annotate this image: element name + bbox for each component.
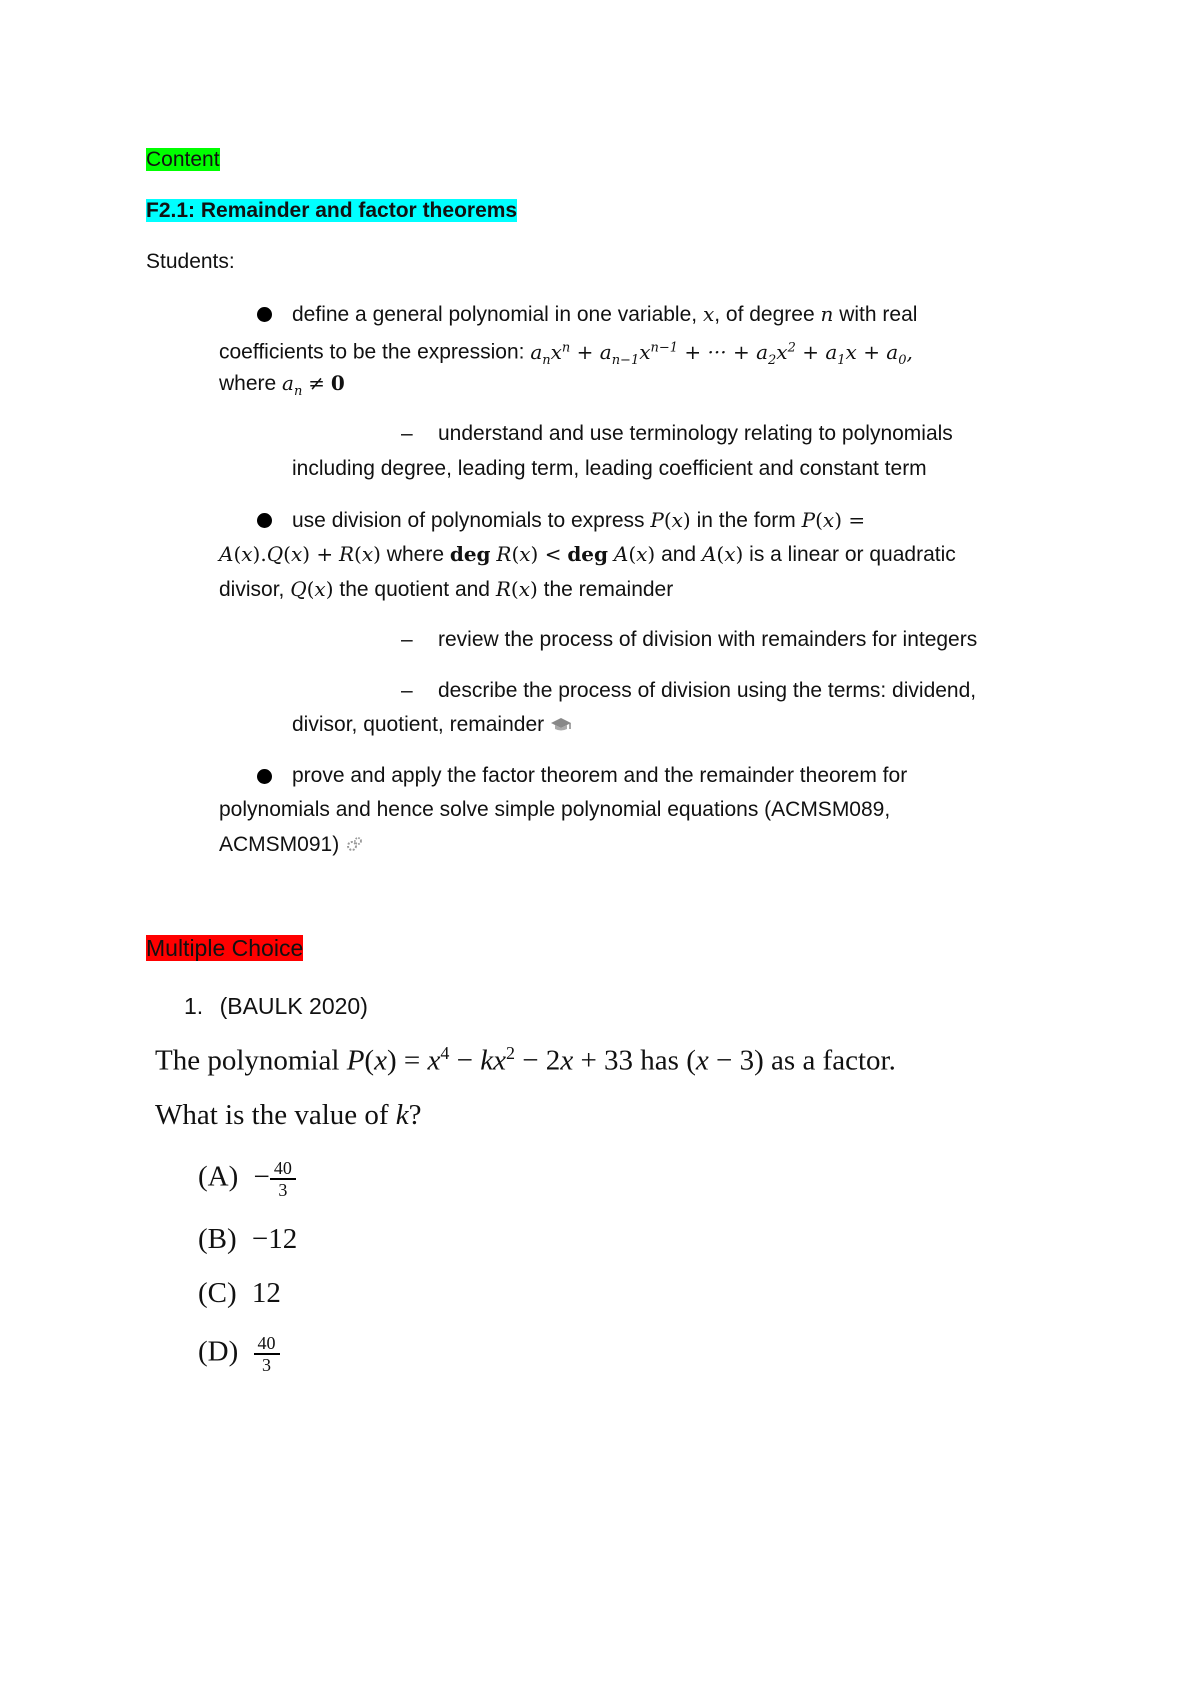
bullet-2-line-1: use division of polynomials to express P(x) in the form P(x) =	[292, 508, 866, 532]
dash-icon: –	[401, 628, 413, 651]
option-b[interactable]: (B) −12	[198, 1223, 298, 1255]
students-label: Students:	[146, 250, 235, 273]
bullet-1-line-1: define a general polynomial in one variable, x, of degree n with real	[292, 302, 918, 326]
bullet-icon	[257, 307, 272, 322]
bullet-3-line-1: prove and apply the factor theorem and the remainder theorem for	[292, 764, 908, 787]
dash-icon: –	[401, 679, 413, 702]
option-d[interactable]: (D) $\frac{40}{3}$	[198, 1333, 280, 1375]
bullet-2-sub-2-cont: divisor, quotient, remainder	[292, 708, 572, 742]
option-a[interactable]: (A) − $\frac{40}{3}$	[198, 1158, 296, 1200]
content-heading: Content	[146, 148, 220, 171]
fraction: $\frac{40}{3}$	[254, 1333, 280, 1375]
fraction: $\frac{40}{3}$	[270, 1158, 296, 1200]
bullet-1-line-2: coefficients to be the expression: $a_nx^n + a_{n-1}x^{n-1}$ + ··· + $a_2x^2 + a_1x + a_0$,	[219, 339, 913, 368]
topic-heading: F2.1: Remainder and factor theorems	[146, 199, 518, 222]
multiple-choice-heading: Multiple Choice	[146, 935, 304, 961]
bullet-2-line-2: A(x).Q(x) + R(x) where deg R(x) < deg A(x) and A(x) is a linear or quadratic	[219, 542, 956, 566]
dash-icon: –	[401, 422, 413, 445]
bullet-1-sub-cont: including degree, leading term, leading coefficient and constant term	[292, 457, 927, 480]
bullet-icon	[257, 513, 272, 528]
bullet-2-sub-2: describe the process of division using the terms: dividend,	[438, 679, 977, 702]
bullet-3-line-3: ACMSM091)	[219, 828, 363, 862]
question-number-line: 1. (BAULK 2020)	[184, 993, 368, 1019]
bullet-3-line-2: polynomials and hence solve simple polynomial equations (ACMSM089,	[219, 798, 891, 821]
bullet-1-sub: understand and use terminology relating to polynomials	[438, 422, 953, 445]
graduation-cap-icon	[550, 717, 572, 733]
bullet-2-sub-1: review the process of division with remainders for integers	[438, 628, 978, 651]
bullet-icon	[257, 769, 272, 784]
question-line-1: The polynomial $P(x) = x^4 - kx^2 - 2x + 33$ has (x − 3) as a factor.	[155, 1043, 896, 1077]
question-line-2: What is the value of k?	[155, 1099, 422, 1131]
bullet-2-line-3: divisor, Q(x) the quotient and R(x) the remainder	[219, 577, 674, 601]
option-c[interactable]: (C) 12	[198, 1277, 281, 1309]
bullet-1-line-3: where $a_n \ne 0$	[219, 371, 345, 399]
gear-icon	[345, 836, 363, 854]
polynomial-expression: $a_nx^n + a_{n-1}x^{n-1}$ + ··· + $a_2x^2 + a_1x + a_0$,	[530, 339, 913, 368]
